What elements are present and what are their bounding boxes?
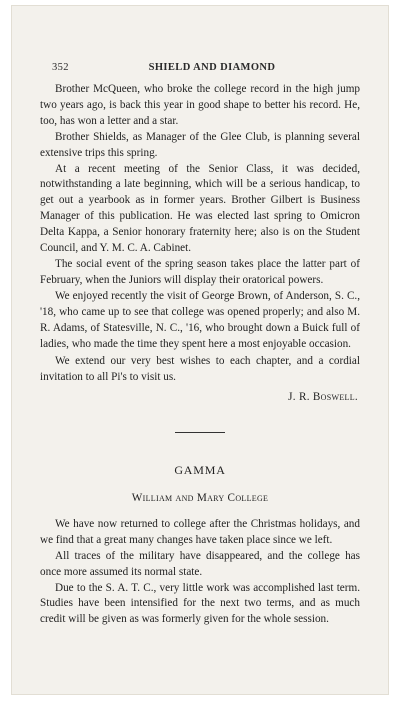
paragraph: The social event of the spring season takes place the latter part of February, when the Juniors will display their oratorical powers. [40, 257, 360, 286]
signature: J. R. Boswell. [288, 391, 358, 404]
college-subheading: William and Mary College [131, 492, 269, 505]
section-divider [175, 432, 225, 433]
page-number: 352 [52, 62, 69, 73]
paragraph: Brother McQueen, who broke the college record in the high jump two years ago, is back this year in good shape to better his record. He, too, has won a letter and a star. [40, 83, 360, 127]
chapter-heading: GAMMA [174, 463, 226, 478]
journal-title: SHIELD AND DIAMOND [148, 62, 276, 73]
paragraph: Brother Shields, as Manager of the Glee Club, is planning several extensive trips this spring. [40, 130, 360, 159]
paragraph: All traces of the military have disappeared, and the college has once more assumed its normal state. [40, 549, 360, 578]
paragraph: We have now returned to college after the Christmas holidays, and we find that a great many changes have taken place since we left. [40, 517, 360, 546]
paragraph: We enjoyed recently the visit of George Brown, of Anderson, S. C., '18, who came up to see that college was opened properly; and also M. R. Adams, of Statesville, N. C., '16, who brought down a Buick full of ladies, who made the time they spent here a most enjoyable occasion. [40, 289, 360, 350]
page-body [40, 82, 360, 628]
paragraph: We extend our very best wishes to each chapter, and a cordial invitation to all Pi's to visit us. [40, 355, 360, 384]
paragraph: At a recent meeting of the Senior Class, it was decided, notwithstanding a late beginning, which will be a serious handicap, to get out a yearbook as in former years. Brother Gilbert is Business Manager of this publication. He was elected last spring to Omicron Delta Kappa, a Senior honorary fraternity here; also is on the Student Council, and Y. M. C. A. Cabinet. [40, 162, 360, 255]
paragraph: Due to the S. A. T. C., very little work was accomplished last term. Studies have been intensified for the next two terms, and as much credit will be given as was formerly given for the whole session. [40, 581, 360, 626]
